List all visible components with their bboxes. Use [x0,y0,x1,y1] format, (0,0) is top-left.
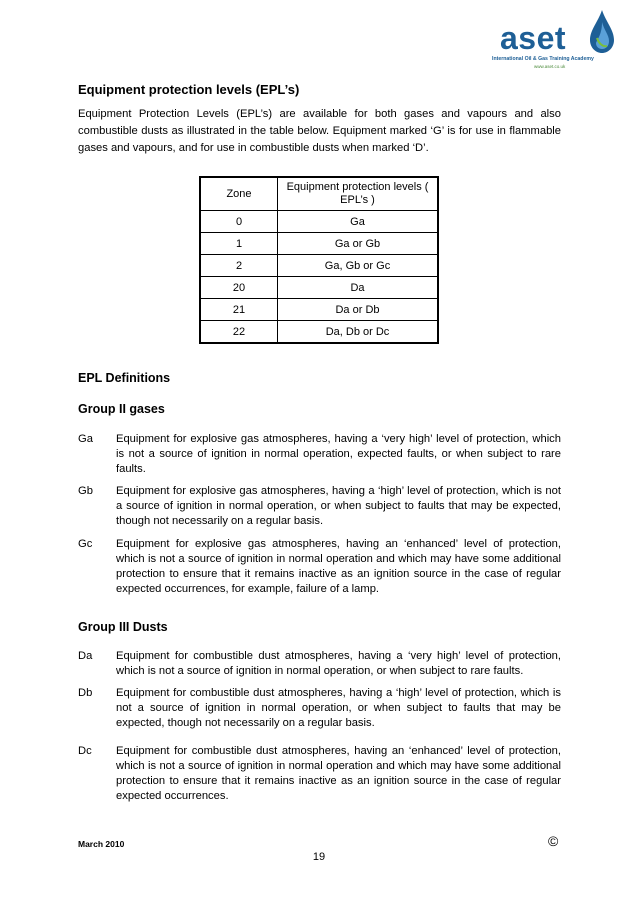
table-row [200,277,438,299]
table-row [200,321,438,344]
logo-url: www.aset.co.uk [534,64,566,69]
page-number: 19 [312,851,326,863]
definition-text: Equipment for explosive gas atmospheres, having an ‘enhanced’ level of protection, which is not a source of ignition in normal operation and which may have some additional protection to ensure that it remains inactive as an ignition source in the case of regular expected occurrences, for example, failure of a lamp. [116,538,561,595]
copyright-symbol: © [548,833,559,849]
group2-heading: Group II gases [78,402,165,416]
epl-cell: Da, Db or Dc [278,321,439,344]
table-row [200,299,438,321]
zone-cell: 20 [200,277,278,299]
epl-cell: Ga, Gb or Gc [278,255,439,277]
definition-code: Db [78,687,93,699]
zone-cell: 2 [200,255,278,277]
oil-drop-icon [588,8,616,54]
definition-code: Da [78,650,93,662]
epl-table [199,176,439,344]
page-title: Equipment protection levels (EPL’s) [78,82,300,97]
definition-code: Gb [78,485,93,497]
intro-paragraph: Equipment Protection Levels (EPL’s) are available for both gases and vapours and also combustible dusts as illustrated in the table below. Equipment marked ‘G’ is for use in flammable gases and vapours, and for use in combustible dusts when marked ‘D’. [78,108,561,154]
zone-cell: 21 [200,299,278,321]
definition-text: Equipment for explosive gas atmospheres, having a ‘high’ level of protection, which is not a source of ignition in normal operation, or when subject to faults that may be expected, though not necessarily on a regular basis. [116,485,561,527]
epl-definitions-heading: EPL Definitions [78,371,171,385]
logo-name: aset [500,20,567,56]
group3-heading: Group III Dusts [78,620,168,634]
table-row [200,211,438,233]
aset-logo [470,8,620,80]
epl-cell: Da [278,277,439,299]
logo-tagline: International Oil & Gas Training Academy [492,56,594,62]
definition-code: Ga [78,433,93,445]
table-row [200,233,438,255]
definition-text: Equipment for explosive gas atmospheres, having a ‘very high’ level of protection, which is not a source of ignition in normal operation, expected faults, or when subject to rare faults. [116,433,561,475]
zone-cell: 1 [200,233,278,255]
header-zone: Zone [200,177,278,211]
definition-text: Equipment for combustible dust atmospheres, having a ‘very high’ level of protection, which is not a source of ignition in normal operation, or when subject to rare faults. [116,650,561,677]
zone-cell: 22 [200,321,278,344]
definition-text: Equipment for combustible dust atmospheres, having a ‘high’ level of protection, which is not a source of ignition in normal operation, or when subject to faults that may be expected, though not necessarily on a regular basis. [116,687,561,729]
epl-cell: Ga [278,211,439,233]
footer-date: March 2010 [78,839,125,849]
definition-text: Equipment for combustible dust atmospheres, having an ‘enhanced’ level of protection, which is not a source of ignition in normal operation and which may have some additional protection to ensure that it remains inactive as an ignition source in the case of regular expected occurrences. [116,745,561,802]
definition-code: Dc [78,745,92,757]
zone-cell: 0 [200,211,278,233]
header-epl: Equipment protection levels ( EPL’s ) [278,177,439,211]
table-header-row [200,177,438,211]
definition-code: Gc [78,538,93,550]
table-row [200,255,438,277]
epl-cell: Ga or Gb [278,233,439,255]
epl-cell: Da or Db [278,299,439,321]
